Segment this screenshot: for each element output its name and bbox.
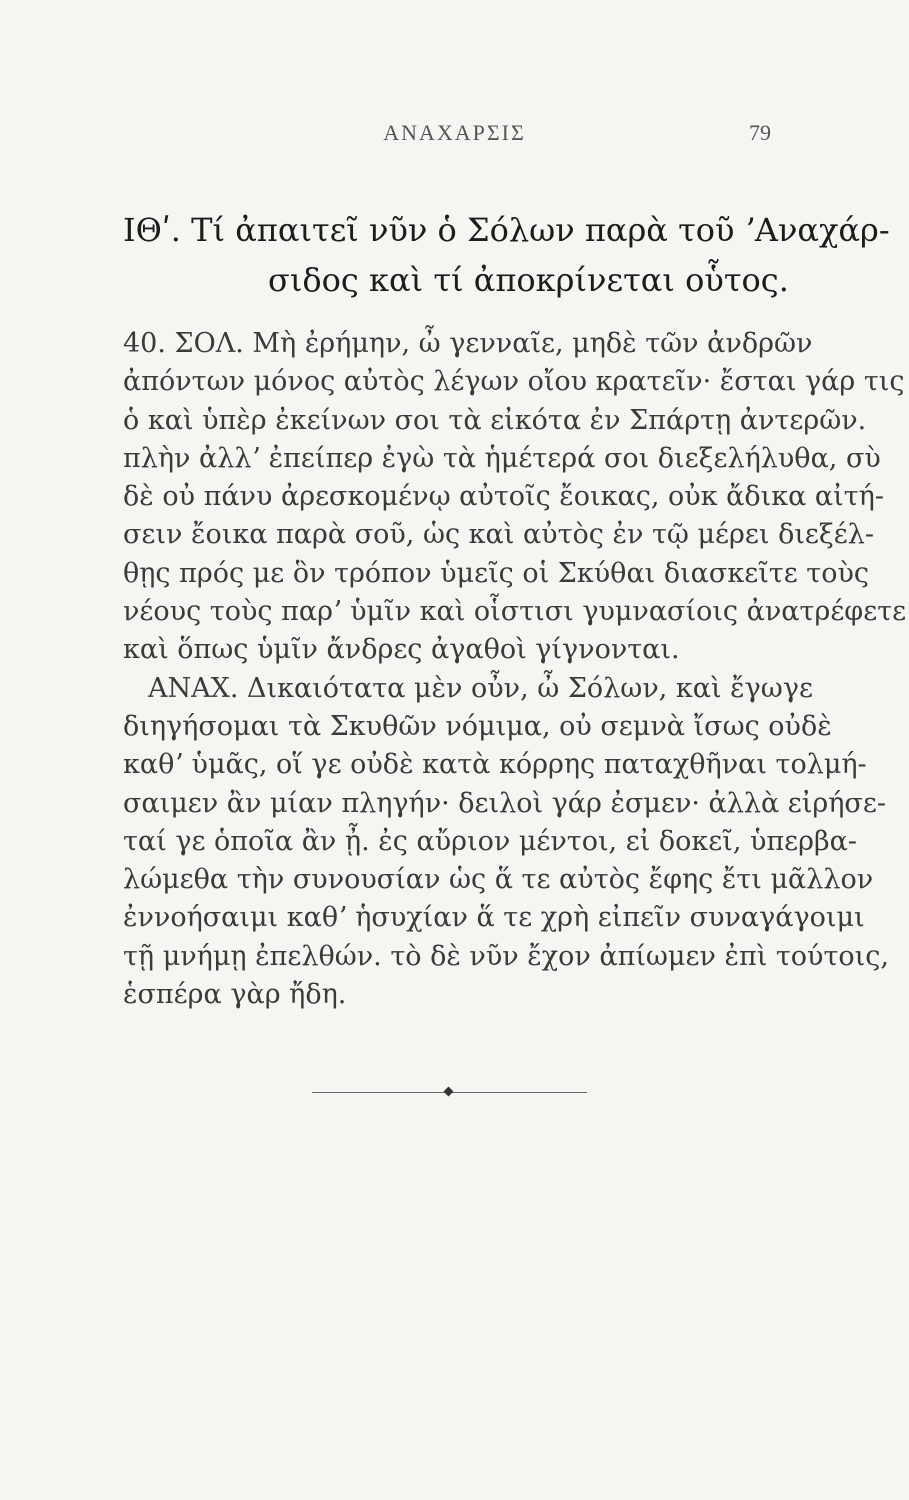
text-line: καὶ ὅπως ὑμῖν ἄνδρες ἀγαθοὶ γίγνονται. (123, 634, 680, 666)
text-line: ἐννοήσαιμι καθʼ ἡσυχίαν ἅ τε χρὴ εἰπεῖν συναγάγοιμι (123, 902, 865, 934)
text-line: ὁ καὶ ὑπὲρ ἐκείνων σοι τὰ εἰκότα ἐν Σπάρτῃ ἀντερῶν. (123, 404, 867, 436)
text-line: ΑΝΑΧ. Δικαιότατα μὲν οὖν, ὦ Σόλων, καὶ ἔγωγε (148, 672, 813, 704)
section-divider (312, 1087, 587, 1099)
diamond-ornament-icon (444, 1087, 454, 1097)
page-number: 79 (749, 120, 771, 145)
text-line: δὲ οὐ πάνυ ἀρεσκομένῳ αὐτοῖς ἔοικας, οὐκ ἄδικα αἰτή- (123, 481, 884, 513)
text-line: ἀπόντων μόνος αὐτὸς λέγων οἴου κρατεῖν· ἔσται γάρ τις (123, 366, 905, 398)
text-line: διηγήσομαι τὰ Σκυθῶν νόμιμα, οὐ σεμνὰ ἴσως οὐδὲ (123, 710, 832, 742)
text-line: καθʼ ὑμᾶς, οἵ γε οὐδὲ κατὰ κόρρης παταχθῆναι τολμή- (123, 749, 867, 781)
running-title: ΑΝΑΧΑΡΣΙΣ (383, 120, 526, 145)
section-heading (123, 205, 890, 305)
text-line: θῃς πρός με ὃν τρόπον ὑμεῖς οἱ Σκύθαι διασκεῖτε τοὺς (123, 557, 870, 589)
text-line: σειν ἔοικα παρὰ σοῦ, ὡς καὶ αὐτὸς ἐν τῷ μέρει διεξέλ- (123, 519, 875, 551)
text-line: λώμεθα τὴν συνουσίαν ὡς ἅ τε αὐτὸς ἔφης ἔτι μᾶλλον (123, 864, 874, 896)
text-line: νέους τοὺς παρʼ ὑμῖν καὶ οἷστισι γυμνασίοις ἀνατρέφετε (123, 596, 907, 628)
text-line: τῇ μνήμῃ ἐπελθών. τὸ δὲ νῦν ἔχον ἀπίωμεν ἐπὶ τούτοις, (123, 940, 889, 972)
text-line: ταί γε ὁποῖα ἂν ᾖ. ἐς αὔριον μέντοι, εἰ δοκεῖ, ὑπερβα- (123, 825, 857, 857)
text-line: 40. ΣΟΛ. Μὴ ἐρήμην, ὦ γενναῖε, μηδὲ τῶν ἀνδρῶν (123, 328, 813, 359)
heading-line: σιδος καὶ τί ἀποκρίνεται οὗτος. (268, 261, 789, 299)
text-line: πλὴν ἀλλʼ ἐπείπερ ἐγὼ τὰ ἡμέτερά σοι διεξελήλυθα, σὺ (123, 442, 881, 474)
text-line: σαιμεν ἂν μίαν πληγήν· δειλοὶ γάρ ἐσμεν· ἀλλὰ εἰρήσε- (123, 787, 886, 819)
text-line: ἑσπέρα γὰρ ἤδη. (123, 979, 347, 1011)
running-head (0, 120, 909, 150)
heading-line: ΙΘʹ. Τί ἀπαιτεῖ νῦν ὁ Σόλων παρὰ τοῦ ʼΑναχάρ- (123, 211, 890, 249)
body-text (123, 325, 907, 1014)
